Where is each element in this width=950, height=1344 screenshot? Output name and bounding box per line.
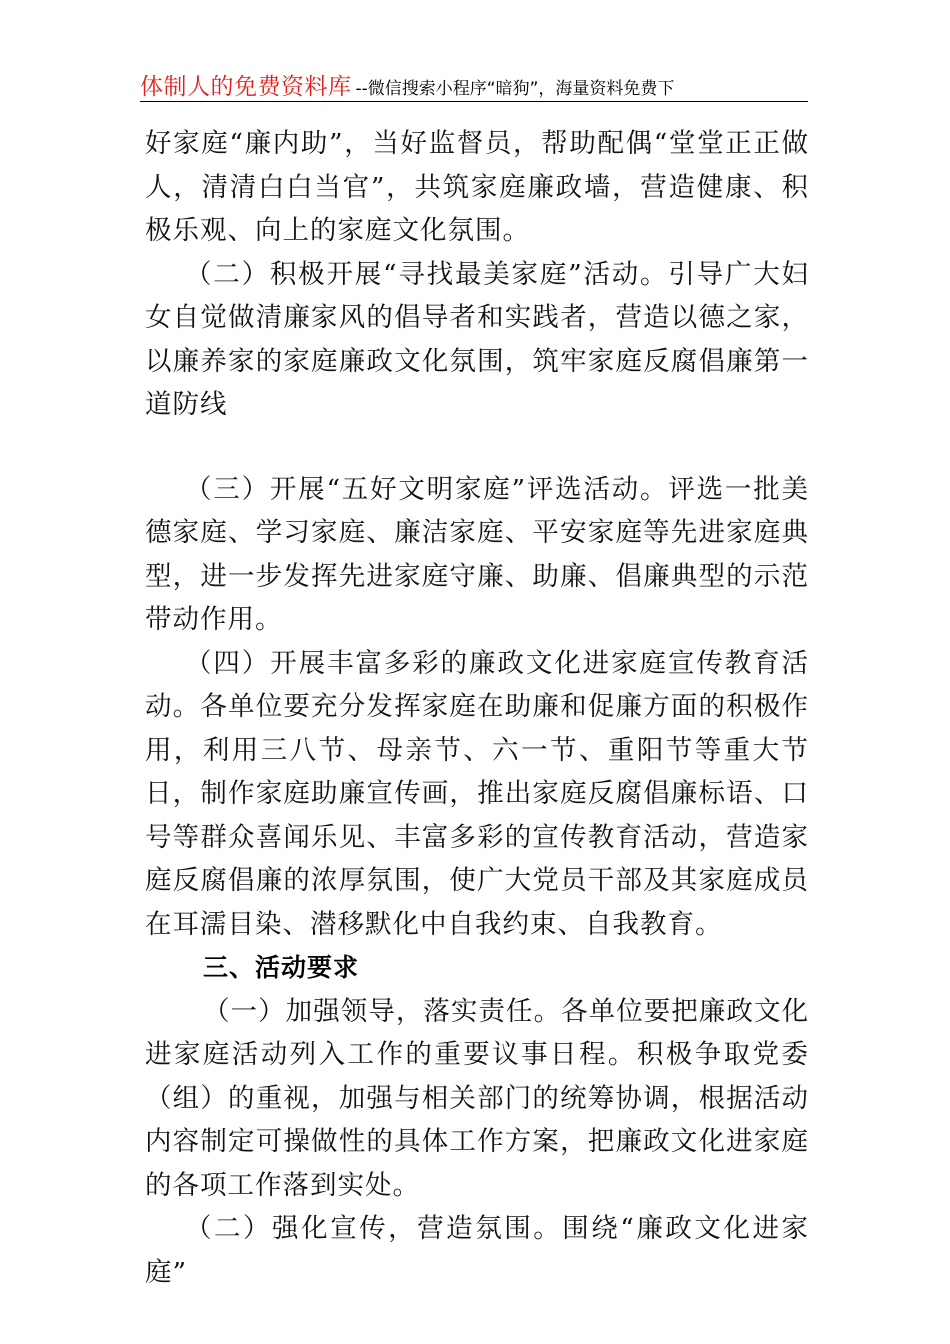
paragraph-requirement-1: （一）加强领导，落实责任。各单位要把廉政文化进家庭活动列入工作的重要议事日程。积极争取党委（组）的重视，加强与相关部门的统筹协调，根据活动内容制定可操做性的具体工作方案，把廉政文化进家庭的各项工作落到实处。 xyxy=(145,995,809,1201)
header-divider xyxy=(140,101,808,102)
page-header xyxy=(140,68,808,102)
paragraph-item-3: （三）开展“五好文明家庭”评选活动。评选一批美德家庭、学习家庭、廉洁家庭、平安家庭等先进家庭典型，进一步发挥先进家庭守廉、助廉、倡廉典型的示范带动作用。 xyxy=(145,473,809,635)
section-heading: 三、活动要求 xyxy=(203,953,360,982)
paragraph-item-4: （四）开展丰富多彩的廉政文化进家庭宣传教育活动。各单位要充分发挥家庭在助廉和促廉方面的积极作用，利用三八节、母亲节、六一节、重阳节等重大节日，制作家庭助廉宣传画，推出家庭反腐倡廉标语、口号等群众喜闻乐见、丰富多彩的宣传教育活动，营造家庭反腐倡廉的浓厚氛围，使广大党员干部及其家庭成员在耳濡目染、潜移默化中自我约束、自我教育。 xyxy=(145,647,809,940)
paragraph-continuation: 好家庭“廉内助”，当好监督员，帮助配偶“堂堂正正做人，清清白白当官”，共筑家庭廉政墙，营造健康、积极乐观、向上的家庭文化氛围。 xyxy=(145,128,809,246)
header-slogan: --微信搜索小程序“暗狗”，海量资料免费下 xyxy=(355,79,675,99)
header-brand: 体制人的免费资料库 xyxy=(140,74,352,100)
document-body xyxy=(145,122,809,1294)
paragraph-gap xyxy=(145,427,809,468)
paragraph-requirement-2: （二）强化宣传，营造氛围。围绕“廉政文化进家庭” xyxy=(145,1213,809,1288)
paragraph-item-2: （二）积极开展“寻找最美家庭”活动。引导广大妇女自觉做清廉家风的倡导者和实践者，营造以德之家，以廉养家的家庭廉政文化氛围，筑牢家庭反腐倡廉第一道防线 xyxy=(145,258,809,420)
